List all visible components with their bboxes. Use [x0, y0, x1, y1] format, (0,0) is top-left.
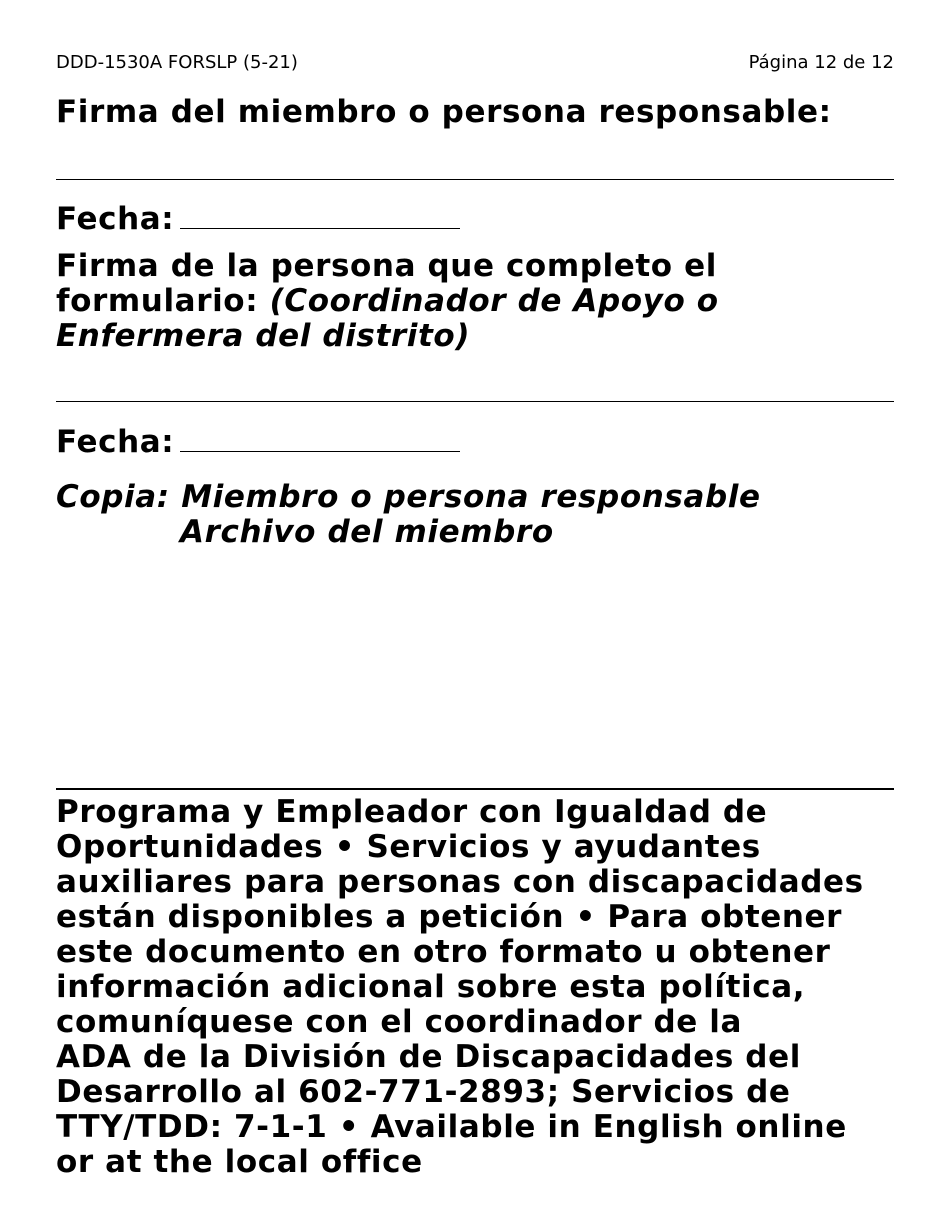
member-date-row: [56, 198, 460, 237]
footer-divider: [56, 788, 894, 790]
equal-opportunity-notice: [56, 795, 901, 1180]
preparer-date-row: [56, 421, 460, 460]
copy-line-2: Archivo del miembro: [180, 514, 554, 550]
footer-line: auxiliares para personas con discapacidades: [56, 864, 864, 900]
footer-line: ADA de la División de Discapacidades del: [56, 1039, 801, 1075]
member-signature-title: Firma del miembro o persona responsable:: [56, 94, 832, 130]
copy-label: Copia:: [56, 479, 170, 515]
member-date-line[interactable]: [180, 198, 460, 229]
footer-line: comuníquese con el coordinador de la: [56, 1004, 743, 1040]
footer-line: Desarrollo al 602-771-2893; Servicios de: [56, 1074, 791, 1110]
preparer-signature-line[interactable]: [56, 401, 894, 402]
footer-line: están disponibles a petición • Para obtener: [56, 899, 843, 935]
preparer-date-label: Fecha:: [56, 424, 175, 460]
copy-row-1: [56, 480, 761, 515]
preparer-note: (Coordinador de Apoyo o Enfermera del distrito): [56, 283, 719, 354]
footer-line: Programa y Empleador con Igualdad de: [56, 794, 768, 830]
copy-line-1: Miembro o persona responsable: [181, 479, 761, 515]
footer-line: TTY/TDD: 7-1-1 • Available in English online: [56, 1109, 847, 1145]
footer-line: este documento en otro formato u obtener: [56, 934, 831, 970]
footer-line: Oportunidades • Servicios y ayudantes: [56, 829, 761, 865]
member-date-label: Fecha:: [56, 201, 175, 237]
preparer-label: Firma de la persona que completo el formulario:: [56, 248, 717, 319]
preparer-signature-title: [56, 249, 856, 354]
preparer-date-line[interactable]: [180, 421, 460, 452]
footer-line: información adicional sobre esta política,: [56, 969, 806, 1005]
page-number: Página 12 de 12: [748, 52, 894, 73]
member-signature-line[interactable]: [56, 179, 894, 180]
footer-line: or at the local office: [56, 1144, 423, 1180]
form-id: DDD-1530A FORSLP (5-21): [56, 52, 298, 73]
copy-distribution: [56, 480, 761, 550]
